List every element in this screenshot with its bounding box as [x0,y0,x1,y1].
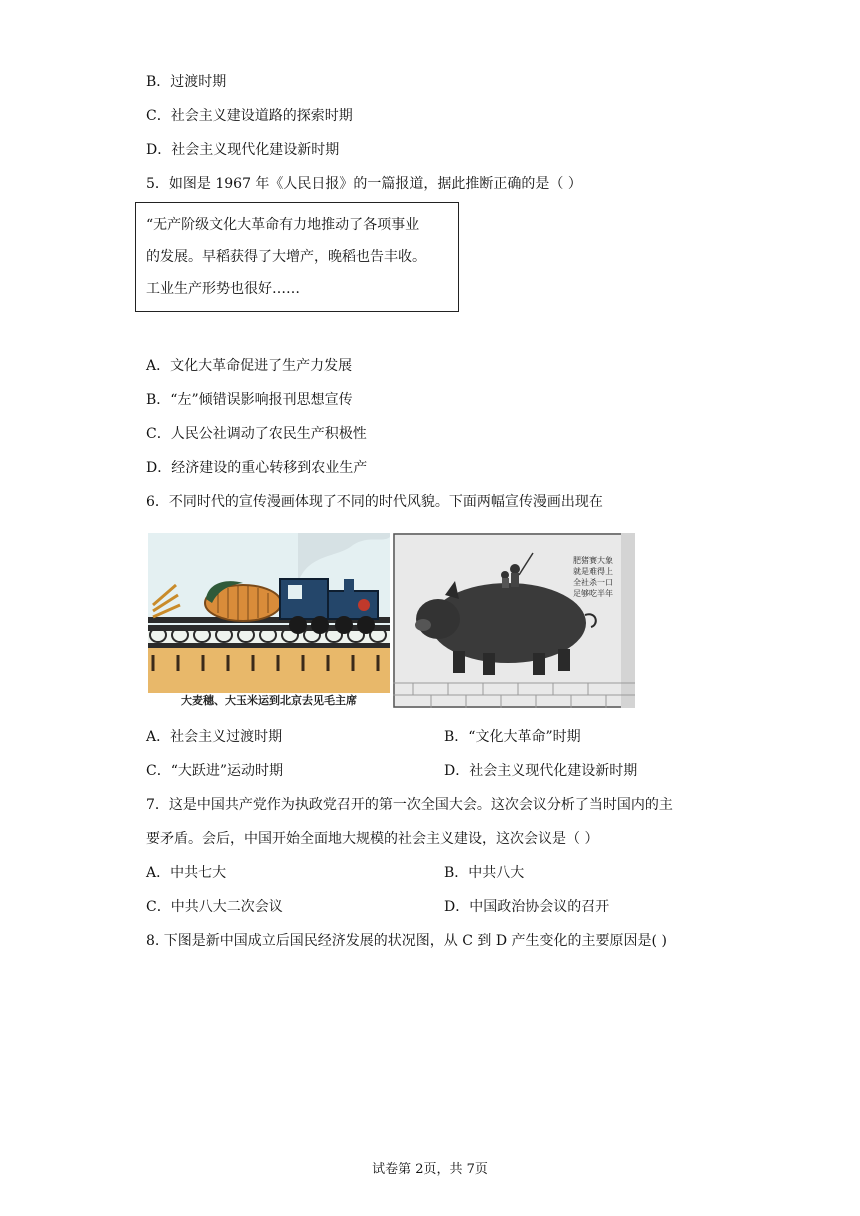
q5-stem: 5．如图是 1967 年《人民日报》的一篇报道，据此推断正确的是（ ） [146,176,582,192]
pig-poem-line-3: 全社杀一口 [573,578,613,587]
pig-illustration [393,533,635,708]
quote-line-1: “无产阶级文化大革命有力地推动了各项事业 [146,217,420,233]
q7-option-b: B．中共八大 [444,865,525,881]
q7-option-a: A．中共七大 [146,865,227,881]
train-illustration [148,533,390,708]
pig-poem-line-4: 足够吃半年 [573,589,613,598]
pig-poem-line-1: 肥猪赛大象 [573,556,613,565]
q5-option-c: C．人民公社调动了农民生产积极性 [146,426,367,442]
quote-box [135,202,459,312]
quote-line-3: 工业生产形势也很好…… [146,281,300,297]
quote-line-2: 的发展。早稻获得了大增产，晚稻也告丰收。 [146,249,426,265]
q6-option-b: B．“文化大革命”时期 [444,729,581,745]
page-footer: 试卷第 2页，共 7页 [372,1162,488,1177]
q6-stem: 6．不同时代的宣传漫画体现了不同的时代风貌。下面两幅宣传漫画出现在 [146,494,603,510]
q6-option-a: A．社会主义过渡时期 [146,729,283,745]
q4-option-d: D．社会主义现代化建设新时期 [146,142,340,158]
q6-option-d: D．社会主义现代化建设新时期 [444,763,638,779]
propaganda-cartoon-train [148,533,390,708]
q5-option-d: D．经济建设的重心转移到农业生产 [146,460,368,476]
q7-stem-line-1: 7．这是中国共产党作为执政党召开的第一次全国大会。这次会议分析了当时国内的主 [146,797,673,813]
q4-option-b: B．过渡时期 [146,74,227,90]
train-caption: 大麦穗、大玉米运到北京去见毛主席 [181,694,357,707]
pig-poem-line-2: 就是难得上 [573,567,613,576]
q5-option-b: B．“左”倾错误影响报刊思想宣传 [146,392,353,408]
q8-stem: 8. 下图是新中国成立后国民经济发展的状况图，从 C 到 D 产生变化的主要原因是( ) [146,933,667,949]
q7-option-d: D．中国政治协会议的召开 [444,899,610,915]
q4-option-c: C．社会主义建设道路的探索时期 [146,108,353,124]
propaganda-cartoon-pig [393,533,635,708]
q5-option-a: A．文化大革命促进了生产力发展 [146,358,353,374]
q6-option-c: C．“大跃进”运动时期 [146,763,284,779]
q7-option-c: C．中共八大二次会议 [146,899,283,915]
q7-stem-line-2: 要矛盾。会后，中国开始全面地大规模的社会主义建设，这次会议是（ ） [146,831,599,847]
